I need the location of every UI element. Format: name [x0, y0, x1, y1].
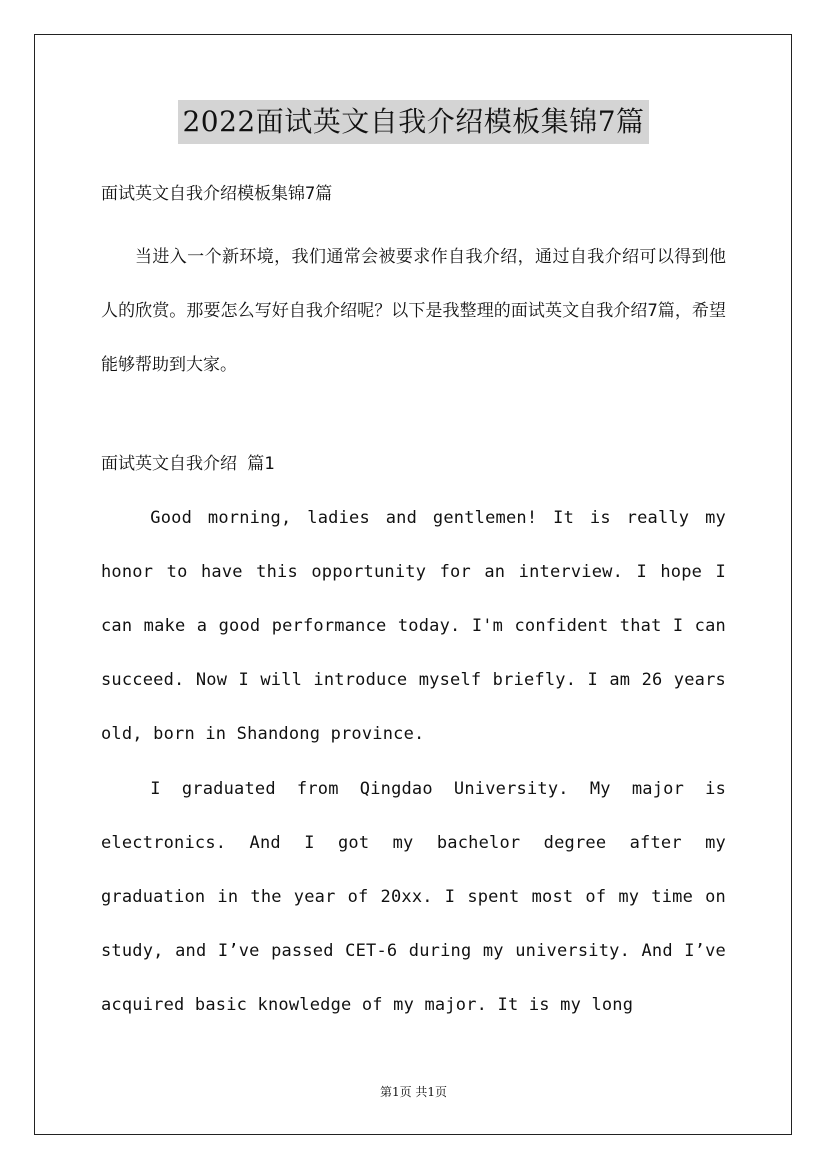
page-footer: 第1页 共1页 — [379, 1085, 448, 1099]
title-container — [0, 100, 827, 144]
english-paragraph-1: Good morning, ladies and gentlemen! It is really my honor to have this opportunity for an interview. I hope I can make a good performance today. I'm confident that I can succeed. Now I will introduce myself briefly. I am 26 years old, born in Shandong province. — [101, 508, 726, 744]
intro-paragraph: 当进入一个新环境，我们通常会被要求作自我介绍，通过自我介绍可以得到他人的欣赏。那要怎么写好自我介绍呢？以下是我整理的面试英文自我介绍7篇，希望能够帮助到大家。 — [101, 247, 726, 375]
document-title: 2022面试英文自我介绍模板集锦7篇 — [178, 100, 648, 144]
english-paragraph-2: I graduated from Qingdao University. My major is electronics. And I got my bachelor degree after my graduation in the year of 20xx. I spent most of my time on study, and I’ve passed CET-6 during my university. And I’ve acquired basic knowledge of my major. It is my long — [101, 779, 726, 1015]
section-heading: 面试英文自我介绍 篇1 — [101, 454, 275, 474]
document-subtitle: 面试英文自我介绍模板集锦7篇 — [101, 184, 333, 204]
